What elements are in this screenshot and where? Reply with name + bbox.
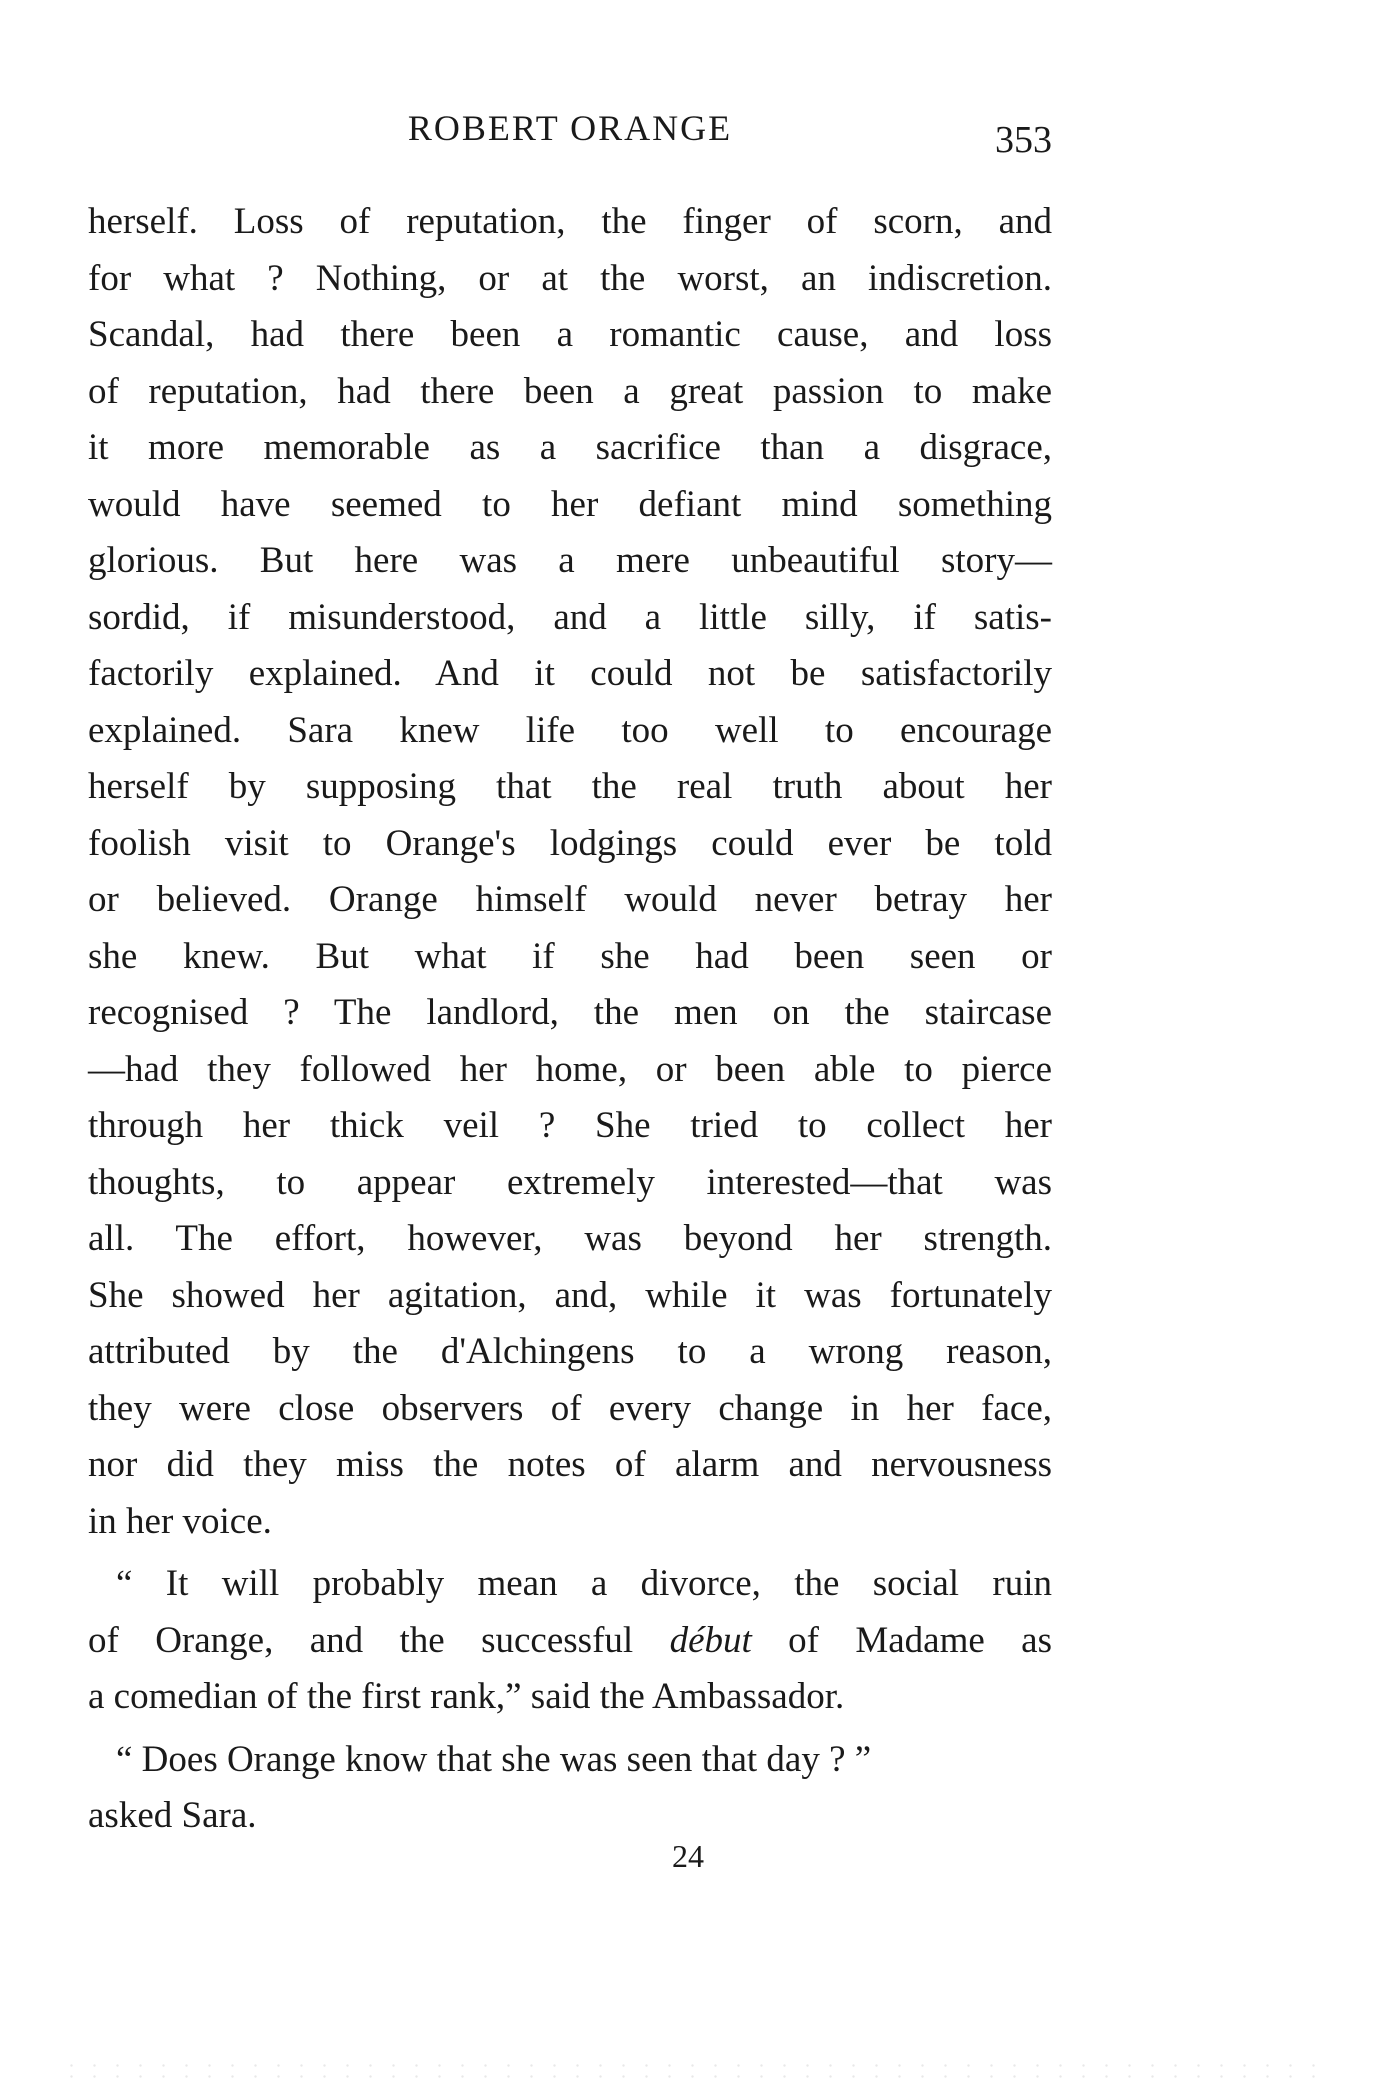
page-number: 353 [995,119,1052,161]
text-line [88,1613,1052,1670]
text-line: would have seemed to her defiant mind something [88,483,1052,525]
text-line: She showed her agitation, and, while it was fortunately [88,1274,1052,1316]
text-run: of Madame as [751,1619,1052,1661]
paragraph-1 [88,194,1052,1550]
text-line: attributed by the d'Alchingens to a wrong reason, [88,1331,1052,1372]
text-line: of reputation, had there been a great passion to make [88,370,1052,412]
text-line: or believed. Orange himself would never betray her [88,879,1052,920]
italic-word: début [669,1619,752,1661]
signature-mark: 24 [672,1838,704,1874]
text-line: thoughts, to appear extremely interested—that was [88,1161,1052,1203]
text-line: it more memorable as a sacrifice than a disgrace, [88,427,1052,468]
text-line: glorious. But here was a mere unbeautiful story— [88,540,1052,581]
body-text [88,194,1052,1845]
text-line: recognised ? The landlord, the men on the staircase [88,992,1052,1033]
text-run: of Orange, and the successful [88,1619,670,1661]
text-line: sordid, if misunderstood, and a little silly, if satis- [88,596,1052,638]
paper-specks [60,2060,1316,2080]
text-line: herself by supposing that the real truth about her [88,766,1052,807]
text-line: she knew. But what if she had been seen or [88,935,1052,977]
text-line: for what ? Nothing, or at the worst, an indiscretion. [88,257,1052,299]
paragraph-3 [88,1732,1052,1845]
text-line: herself. Loss of reputation, the finger of scorn, and [88,201,1052,242]
text-line: “ Does Orange know that she was seen that day ? ” [116,1738,872,1780]
text-line: “ It will probably mean a divorce, the social ruin [116,1563,1052,1604]
text-line: through her thick veil ? She tried to collect her [88,1105,1052,1146]
text-line: in her voice. [88,1500,272,1542]
text-line: factorily explained. And it could not be satisfactorily [88,653,1052,694]
text-line: explained. Sara knew life too well to encourage [88,709,1052,751]
text-line: a comedian of the first rank,” said the Ambassador. [88,1676,845,1717]
text-line: nor did they miss the notes of alarm and nervousness [88,1444,1052,1485]
text-line: Scandal, had there been a romantic cause, and loss [88,314,1052,355]
text-line: —had they followed her home, or been able to pierce [88,1048,1052,1090]
text-line: all. The effort, however, was beyond her strength. [88,1218,1052,1259]
paragraph-2 [88,1556,1052,1726]
text-line: asked Sara. [88,1795,257,1836]
running-title: ROBERT ORANGE [407,108,733,148]
text-line: they were close observers of every change in her face, [88,1387,1052,1429]
running-head [88,104,1052,161]
text-line: foolish visit to Orange's lodgings could ever be told [88,822,1052,864]
